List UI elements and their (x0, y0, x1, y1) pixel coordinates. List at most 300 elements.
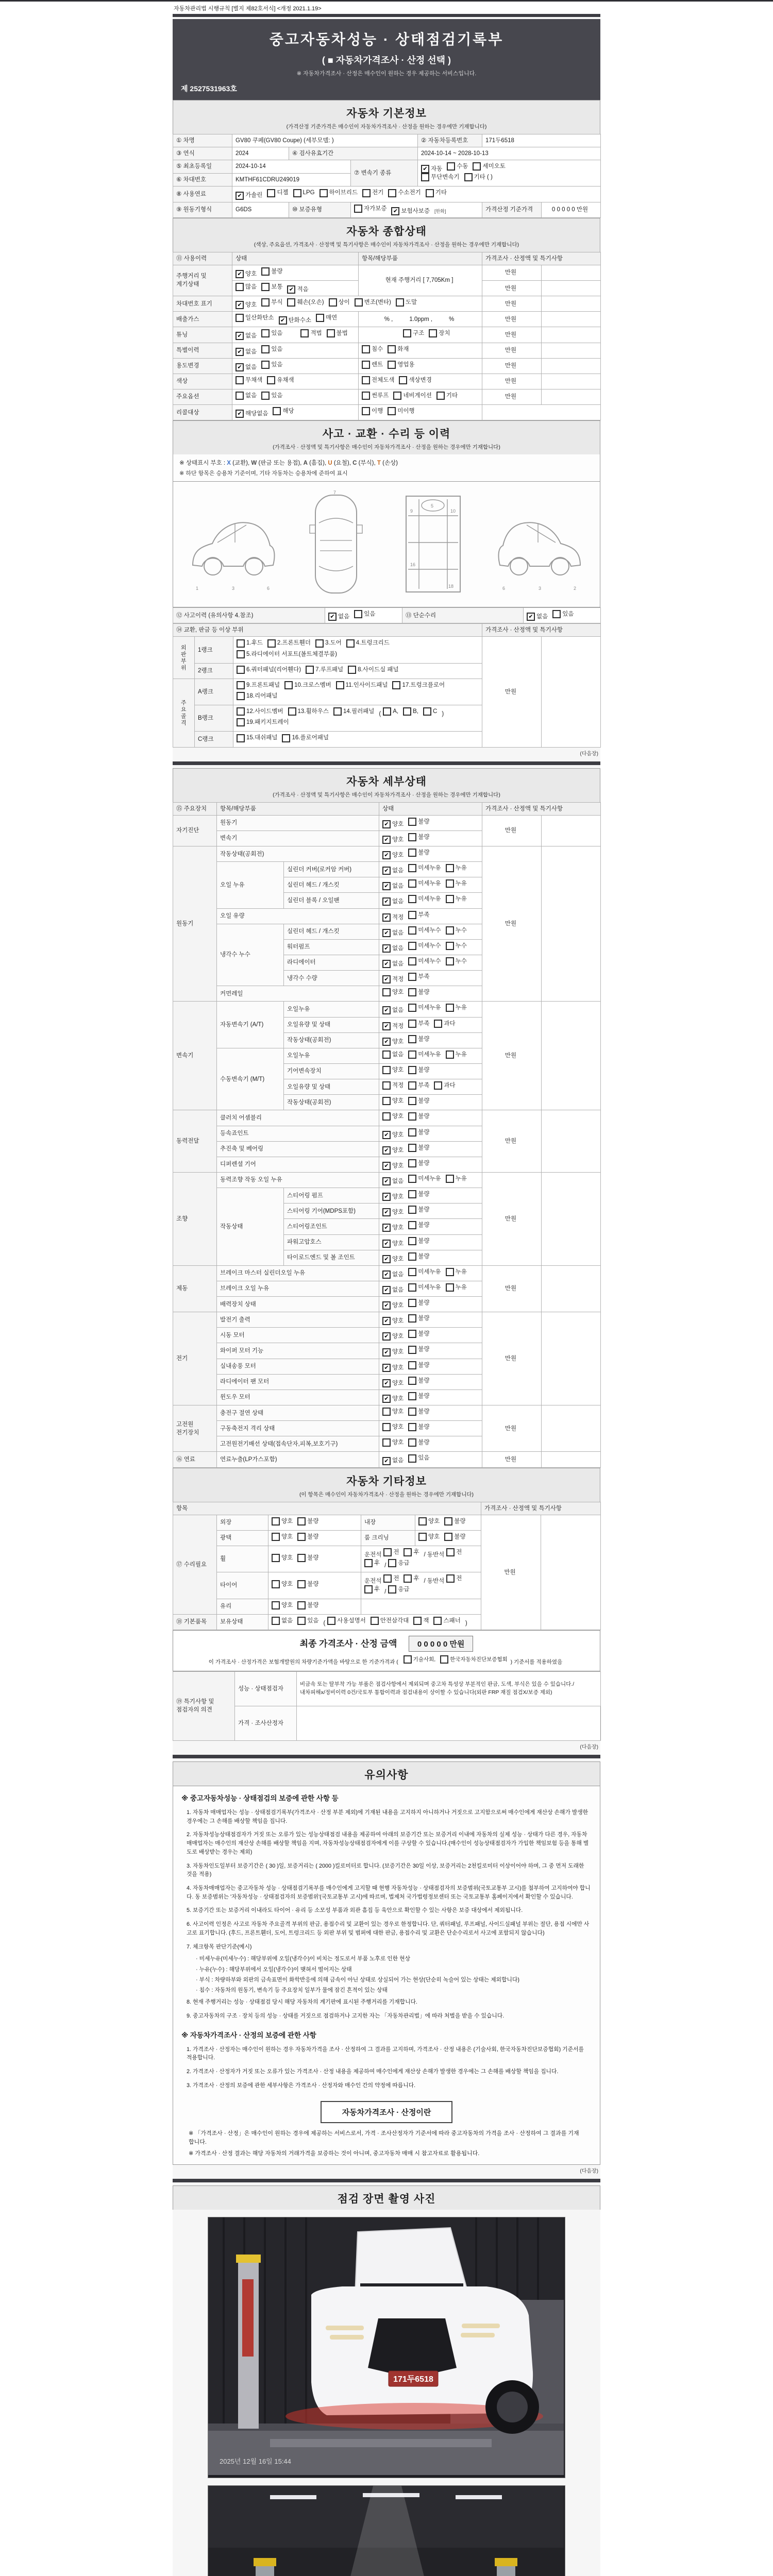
checkbox[interactable] (382, 1423, 404, 1431)
checkbox[interactable] (362, 392, 389, 400)
checkbox[interactable] (236, 191, 262, 199)
checkbox-box[interactable] (383, 1548, 392, 1556)
checkbox[interactable] (297, 1580, 318, 1588)
checkbox[interactable] (288, 707, 329, 716)
checkbox[interactable] (382, 960, 404, 968)
checkbox[interactable] (382, 1066, 404, 1074)
checkbox-box[interactable] (408, 1221, 416, 1229)
checkbox-box[interactable] (382, 1066, 391, 1074)
checkbox-box[interactable] (408, 1237, 416, 1245)
checkbox[interactable] (382, 897, 404, 906)
checkbox-box[interactable] (418, 1533, 427, 1541)
checkbox[interactable] (408, 1330, 429, 1338)
checkbox-box[interactable] (237, 692, 245, 700)
checkbox-box[interactable] (408, 879, 416, 888)
checkbox-box[interactable] (362, 376, 370, 384)
checkbox-box[interactable] (362, 392, 370, 400)
checkbox[interactable] (408, 1252, 429, 1261)
checkbox[interactable] (408, 1050, 441, 1059)
checkbox-box[interactable] (429, 329, 437, 337)
checkbox-box[interactable] (388, 189, 396, 197)
checkbox-box[interactable] (382, 988, 391, 996)
checkbox-box[interactable]: ✔ (382, 1146, 391, 1155)
checkbox[interactable] (362, 189, 383, 197)
checkbox-box[interactable] (362, 189, 371, 197)
checkbox-box[interactable] (408, 864, 416, 872)
checkbox[interactable] (408, 833, 429, 841)
checkbox-box[interactable] (348, 666, 356, 674)
checkbox[interactable] (408, 1020, 429, 1028)
checkbox[interactable] (388, 407, 414, 415)
checkbox-box[interactable] (282, 734, 290, 742)
checkbox-box[interactable] (408, 1330, 416, 1338)
checkbox-box[interactable]: ✔ (382, 1270, 391, 1279)
checkbox-box[interactable] (408, 1377, 416, 1385)
checkbox-box[interactable]: ✔ (382, 1255, 391, 1263)
checkbox[interactable] (382, 1408, 404, 1416)
checkbox[interactable] (446, 1268, 467, 1276)
checkbox-box[interactable] (284, 681, 293, 689)
checkbox-box[interactable] (446, 895, 454, 903)
checkbox-box[interactable]: ✔ (382, 1301, 391, 1310)
checkbox[interactable] (297, 1533, 318, 1541)
checkbox-box[interactable] (297, 1533, 306, 1541)
checkbox[interactable] (382, 1270, 404, 1279)
checkbox-box[interactable] (272, 1580, 280, 1588)
checkbox[interactable] (297, 1617, 318, 1625)
checkbox-box[interactable] (327, 1617, 335, 1625)
checkbox[interactable] (306, 666, 343, 674)
checkbox-box[interactable]: ✔ (236, 348, 244, 356)
checkbox[interactable] (408, 1268, 441, 1276)
checkbox-box[interactable] (446, 942, 454, 950)
checkbox[interactable] (382, 1332, 404, 1341)
checkbox-box[interactable] (473, 162, 481, 171)
checkbox-box[interactable] (446, 1548, 455, 1556)
checkbox[interactable] (429, 329, 450, 337)
checkbox[interactable] (446, 957, 467, 965)
checkbox[interactable] (236, 376, 262, 384)
checkbox-box[interactable] (408, 926, 416, 935)
checkbox-box[interactable]: ✔ (382, 929, 391, 937)
checkbox[interactable] (287, 298, 324, 307)
checkbox-box[interactable] (237, 639, 245, 648)
checkbox[interactable] (382, 1240, 404, 1248)
checkbox[interactable] (446, 942, 467, 950)
checkbox[interactable] (408, 1159, 429, 1167)
checkbox[interactable] (404, 1574, 419, 1583)
checkbox[interactable] (426, 189, 447, 197)
checkbox[interactable] (261, 267, 282, 276)
checkbox-box[interactable] (446, 1050, 454, 1059)
checkbox[interactable] (404, 1548, 419, 1556)
checkbox[interactable] (382, 882, 404, 890)
checkbox-box[interactable] (404, 1655, 412, 1664)
checkbox-box[interactable] (408, 833, 416, 841)
checkbox-box[interactable] (297, 1601, 306, 1609)
checkbox-box[interactable] (408, 942, 416, 950)
checkbox[interactable] (421, 173, 460, 181)
checkbox-box[interactable] (383, 1574, 392, 1583)
checkbox[interactable] (354, 205, 386, 213)
checkbox-box[interactable]: ✔ (382, 1006, 391, 1014)
checkbox-box[interactable] (403, 329, 411, 337)
checkbox[interactable] (354, 610, 375, 618)
checkbox[interactable] (382, 820, 404, 828)
checkbox[interactable] (382, 1456, 404, 1465)
checkbox-box[interactable] (446, 879, 454, 888)
checkbox-box[interactable] (297, 1554, 306, 1562)
checkbox[interactable] (408, 849, 429, 857)
checkbox-box[interactable] (408, 1081, 416, 1090)
checkbox[interactable] (267, 639, 311, 647)
checkbox[interactable] (473, 162, 505, 171)
checkbox-box[interactable] (408, 1346, 416, 1354)
checkbox-box[interactable] (316, 314, 324, 322)
checkbox-box[interactable] (362, 345, 370, 353)
checkbox[interactable] (408, 957, 441, 965)
checkbox-box[interactable] (272, 1517, 280, 1526)
checkbox[interactable] (382, 1286, 404, 1294)
checkbox-box[interactable] (272, 1533, 280, 1541)
checkbox[interactable] (447, 162, 468, 171)
checkbox[interactable] (261, 298, 282, 307)
checkbox[interactable] (327, 1617, 366, 1625)
checkbox[interactable] (382, 1193, 404, 1201)
checkbox-box[interactable]: ✔ (382, 882, 391, 890)
checkbox-box[interactable]: ✔ (382, 1131, 391, 1139)
checkbox[interactable] (421, 165, 442, 173)
checkbox-box[interactable]: ✔ (382, 836, 391, 844)
checkbox-box[interactable] (336, 681, 344, 689)
checkbox[interactable] (236, 363, 257, 371)
checkbox[interactable] (392, 681, 445, 689)
checkbox[interactable] (382, 1348, 404, 1356)
checkbox[interactable] (261, 283, 282, 291)
checkbox[interactable] (362, 407, 383, 415)
checkbox[interactable] (382, 867, 404, 875)
checkbox-box[interactable] (421, 173, 429, 181)
checkbox-box[interactable] (446, 1574, 455, 1583)
checkbox-box[interactable] (447, 162, 455, 171)
checkbox-box[interactable] (382, 1050, 391, 1059)
checkbox-box[interactable]: ✔ (382, 1038, 391, 1046)
checkbox[interactable] (408, 973, 429, 981)
checkbox-box[interactable] (382, 1112, 391, 1121)
checkbox-box[interactable] (364, 1585, 373, 1594)
checkbox[interactable] (371, 1617, 409, 1625)
checkbox[interactable] (408, 1112, 429, 1121)
checkbox[interactable] (446, 1574, 462, 1583)
checkbox-box[interactable] (408, 1004, 416, 1012)
checkbox-box[interactable] (237, 666, 245, 674)
checkbox-box[interactable] (408, 1159, 416, 1167)
checkbox-box[interactable] (261, 329, 270, 337)
checkbox[interactable] (279, 316, 311, 325)
checkbox-box[interactable] (329, 298, 337, 307)
checkbox[interactable] (399, 376, 431, 384)
checkbox-box[interactable] (446, 957, 454, 965)
checkbox-box[interactable] (261, 283, 270, 291)
checkbox-box[interactable] (354, 205, 362, 213)
checkbox[interactable] (272, 1580, 293, 1588)
checkbox-box[interactable] (408, 1144, 416, 1152)
checkbox[interactable] (382, 1438, 404, 1447)
checkbox[interactable] (446, 879, 467, 888)
checkbox[interactable] (408, 1392, 429, 1400)
checkbox[interactable] (237, 734, 277, 742)
checkbox[interactable] (383, 1574, 399, 1583)
checkbox-box[interactable]: ✔ (382, 1317, 391, 1325)
checkbox[interactable] (388, 1559, 409, 1567)
checkbox-box[interactable]: ✔ (382, 1193, 391, 1201)
checkbox-box[interactable] (236, 283, 244, 291)
checkbox[interactable] (403, 329, 424, 337)
checkbox-box[interactable] (408, 1066, 416, 1074)
checkbox-box[interactable] (408, 1097, 416, 1105)
checkbox[interactable] (382, 1364, 404, 1372)
checkbox-box[interactable] (272, 1601, 280, 1609)
checkbox-box[interactable]: ✔ (382, 1457, 391, 1465)
checkbox-box[interactable] (333, 707, 342, 716)
checkbox-box[interactable] (382, 1097, 391, 1105)
checkbox[interactable] (408, 1190, 429, 1198)
checkbox[interactable] (287, 285, 308, 294)
checkbox[interactable] (362, 376, 394, 384)
checkbox[interactable] (284, 681, 331, 689)
checkbox-box[interactable] (272, 1554, 280, 1562)
checkbox-box[interactable]: ✔ (382, 1022, 391, 1030)
checkbox-box[interactable] (320, 189, 328, 197)
checkbox-box[interactable]: ✔ (382, 960, 391, 968)
checkbox-box[interactable] (382, 1081, 391, 1090)
checkbox[interactable] (282, 734, 329, 742)
checkbox[interactable] (393, 392, 432, 400)
checkbox-box[interactable]: ✔ (382, 1379, 391, 1387)
checkbox[interactable] (396, 298, 417, 307)
checkbox[interactable] (408, 1097, 429, 1105)
checkbox-box[interactable] (444, 1533, 452, 1541)
checkbox-box[interactable]: ✔ (382, 1286, 391, 1294)
checkbox-box[interactable] (423, 707, 431, 716)
checkbox[interactable] (237, 707, 283, 716)
checkbox[interactable] (552, 610, 574, 618)
checkbox-box[interactable] (236, 392, 244, 400)
checkbox-box[interactable] (237, 650, 245, 658)
checkbox[interactable] (408, 1408, 429, 1416)
checkbox-box[interactable] (237, 681, 245, 689)
checkbox[interactable] (315, 639, 342, 647)
checkbox[interactable] (237, 639, 263, 647)
checkbox-box[interactable] (408, 1392, 416, 1400)
checkbox[interactable] (355, 298, 391, 307)
checkbox-box[interactable] (396, 298, 404, 307)
checkbox[interactable] (408, 1283, 441, 1292)
checkbox[interactable] (267, 376, 294, 384)
checkbox[interactable] (446, 1548, 462, 1556)
checkbox-box[interactable]: ✔ (382, 1332, 391, 1341)
checkbox-box[interactable] (408, 1268, 416, 1276)
checkbox-box[interactable] (388, 407, 396, 415)
checkbox[interactable] (297, 1554, 318, 1562)
checkbox[interactable] (272, 1601, 293, 1609)
checkbox-box[interactable] (362, 407, 370, 415)
checkbox[interactable] (364, 1585, 380, 1594)
checkbox[interactable] (348, 666, 398, 674)
checkbox-box[interactable] (327, 329, 335, 337)
checkbox[interactable] (527, 613, 548, 621)
checkbox[interactable] (237, 681, 280, 689)
checkbox[interactable] (433, 1617, 460, 1625)
checkbox-box[interactable] (272, 1617, 280, 1625)
checkbox-box[interactable] (237, 707, 245, 716)
checkbox[interactable] (236, 392, 257, 400)
checkbox[interactable] (388, 189, 421, 197)
checkbox[interactable] (382, 1050, 404, 1059)
checkbox[interactable] (382, 1006, 404, 1014)
checkbox[interactable] (383, 1548, 399, 1556)
checkbox-box[interactable] (446, 926, 454, 935)
checkbox-box[interactable] (261, 298, 270, 307)
checkbox-box[interactable] (371, 1617, 379, 1625)
checkbox[interactable] (382, 929, 404, 937)
checkbox[interactable] (383, 707, 398, 716)
checkbox[interactable] (382, 988, 404, 996)
checkbox-box[interactable] (382, 1423, 391, 1431)
checkbox[interactable] (382, 975, 404, 984)
checkbox-box[interactable]: ✔ (236, 410, 244, 418)
checkbox[interactable] (423, 707, 437, 716)
checkbox[interactable] (236, 283, 257, 291)
checkbox[interactable] (408, 1423, 429, 1431)
checkbox-box[interactable] (426, 189, 434, 197)
checkbox-box[interactable] (446, 1004, 454, 1012)
checkbox[interactable] (444, 1533, 465, 1541)
checkbox[interactable] (236, 332, 257, 340)
checkbox[interactable] (320, 189, 358, 197)
checkbox[interactable] (408, 1299, 429, 1307)
checkbox[interactable] (388, 345, 409, 353)
checkbox[interactable] (382, 944, 404, 953)
checkbox-box[interactable] (355, 298, 363, 307)
checkbox-box[interactable] (388, 1559, 396, 1567)
checkbox[interactable] (408, 1377, 429, 1385)
checkbox-box[interactable] (403, 707, 411, 716)
checkbox[interactable] (408, 1454, 429, 1462)
checkbox-box[interactable] (297, 1580, 306, 1588)
checkbox-box[interactable] (267, 639, 276, 648)
checkbox[interactable] (444, 1517, 465, 1526)
checkbox-box[interactable] (408, 818, 416, 826)
checkbox[interactable] (272, 1533, 293, 1541)
checkbox-box[interactable] (404, 1548, 412, 1556)
checkbox[interactable] (408, 926, 441, 935)
checkbox-box[interactable] (297, 1517, 306, 1526)
checkbox[interactable] (434, 1081, 455, 1090)
checkbox[interactable] (408, 895, 441, 903)
checkbox-box[interactable] (446, 864, 454, 872)
checkbox-standard-1[interactable] (404, 1655, 436, 1664)
checkbox[interactable] (333, 707, 374, 716)
checkbox-box[interactable] (446, 1283, 454, 1292)
checkbox-box[interactable] (408, 1050, 416, 1059)
checkbox[interactable] (446, 864, 467, 872)
checkbox[interactable] (408, 911, 429, 919)
checkbox-box[interactable] (408, 911, 416, 919)
checkbox-box[interactable] (388, 361, 396, 369)
checkbox[interactable] (382, 1097, 404, 1105)
checkbox-box[interactable]: ✔ (382, 867, 391, 875)
checkbox-box[interactable] (393, 392, 401, 400)
checkbox-box[interactable]: ✔ (279, 316, 287, 325)
checkbox-box[interactable] (408, 1438, 416, 1447)
checkbox-box[interactable] (464, 173, 473, 181)
checkbox[interactable] (267, 189, 288, 197)
checkbox-box[interactable]: ✔ (236, 332, 244, 340)
checkbox[interactable] (382, 913, 404, 922)
checkbox[interactable] (408, 1345, 429, 1353)
checkbox[interactable] (408, 1438, 429, 1447)
checkbox-box[interactable]: ✔ (328, 613, 337, 621)
checkbox[interactable] (408, 879, 441, 888)
checkbox-box[interactable] (408, 1035, 416, 1043)
checkbox[interactable] (418, 1533, 440, 1541)
checkbox-box[interactable] (444, 1517, 452, 1526)
checkbox-box[interactable]: ✔ (382, 1395, 391, 1403)
checkbox[interactable] (446, 895, 467, 903)
checkbox[interactable] (408, 864, 441, 872)
checkbox-box[interactable]: ✔ (382, 851, 391, 859)
checkbox[interactable] (272, 1517, 293, 1526)
checkbox-box[interactable] (392, 681, 400, 689)
checkbox-box[interactable] (408, 1299, 416, 1307)
checkbox[interactable] (237, 666, 301, 674)
checkbox-box[interactable] (408, 1128, 416, 1137)
checkbox[interactable] (382, 1317, 404, 1325)
checkbox[interactable] (382, 851, 404, 859)
checkbox-box[interactable]: ✔ (236, 192, 244, 200)
checkbox-standard-2[interactable] (440, 1655, 508, 1664)
checkbox[interactable] (236, 270, 257, 278)
checkbox-box[interactable] (434, 1020, 442, 1028)
checkbox-box[interactable]: ✔ (382, 1208, 391, 1216)
checkbox[interactable] (382, 1379, 404, 1387)
checkbox-box[interactable] (408, 1408, 416, 1416)
checkbox-box[interactable] (434, 1081, 442, 1090)
checkbox[interactable] (408, 1237, 429, 1245)
checkbox-box[interactable] (288, 707, 296, 716)
checkbox-box[interactable] (300, 329, 309, 337)
checkbox-box[interactable]: ✔ (236, 301, 244, 309)
checkbox[interactable] (382, 1255, 404, 1263)
checkbox-box[interactable] (399, 376, 407, 384)
checkbox-box[interactable]: ✔ (382, 1240, 391, 1248)
checkbox-box[interactable]: ✔ (236, 270, 244, 278)
checkbox-box[interactable] (408, 1206, 416, 1214)
checkbox-box[interactable] (315, 639, 324, 648)
checkbox-box[interactable]: ✔ (382, 975, 391, 984)
checkbox[interactable] (382, 1177, 404, 1185)
checkbox-box[interactable]: ✔ (391, 207, 399, 215)
checkbox-box[interactable] (446, 1175, 454, 1183)
checkbox-box[interactable]: ✔ (287, 285, 295, 294)
checkbox[interactable] (382, 1162, 404, 1170)
checkbox-box[interactable] (261, 392, 270, 400)
checkbox-box[interactable] (418, 1517, 427, 1526)
checkbox-box[interactable] (408, 1175, 416, 1183)
checkbox[interactable] (388, 361, 414, 369)
checkbox-box[interactable]: ✔ (382, 1224, 391, 1232)
